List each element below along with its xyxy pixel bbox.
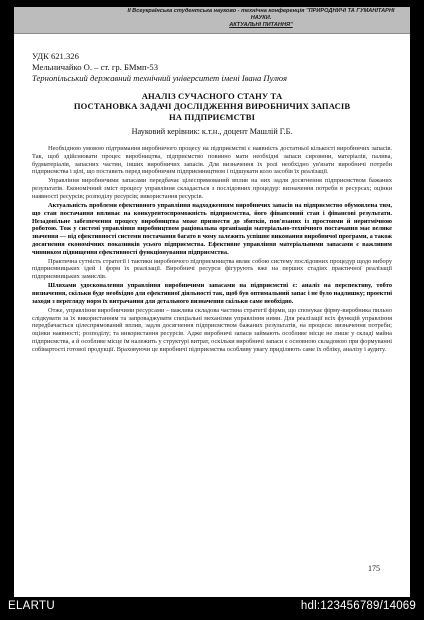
- author-line: Мельничайко О. – ст. гр. БМмп-53: [32, 62, 159, 72]
- university-line: Тернопільський державний технічний університет імені Івана Пулюя: [32, 73, 288, 83]
- scientific-supervisor: Науковий керівник: к.т.н., доцент Машлій Г.Б.: [131, 127, 293, 136]
- article-title: [32, 91, 392, 122]
- title-line-1: АНАЛІЗ СУЧАСНОГО СТАНУ ТА: [141, 91, 283, 101]
- paragraph-2: Управління виробничими запасами передбачає цілеспрямований вплив на них задля досягнення підприємством бажаних результатів. Економічний зміст процесу управління складається з послідовних процедур: визначення потреби в ресурсах; оцінки наявності ресурсів; розподілу ресурсів; використання ресурсів.: [32, 177, 392, 200]
- paragraph-6: Отже, управління виробничими ресурсами – важлива складова частина стратегії фірми, що спонукає фірму-виробника пильно слідкувати за їх використанням та запроваджувати спеціальні механізми управління ними. Для реалізації всіх функцій управління передбачається цілеспрямований вплив, задля досягнення підприємством бажаних результатів, на процеси: визначення потреби; оцінки наявності; розподілу; та використання ресурсів. Адже виробничі запаси займають особливе місце не лише у складі майна підприємства, а й особливе місце їм належить у структурі витрат, оскільки виробничі запаси є основною складовою при формуванні собівартості готової продукції. Враховуючи це виробничі підприємства особливу увагу приділяють саме їх обліку, аналізу і аудиту.: [32, 306, 392, 353]
- udc-code: УДК 621.326: [32, 51, 79, 61]
- title-line-2: ПОСТАНОВКА ЗАДАЧІ ДОСЛІДЖЕННЯ ВИРОБНИЧИХ ЗАПАСІВ: [73, 101, 351, 112]
- repository-name: ELARTU: [8, 600, 55, 612]
- paragraph-3: Актуальність проблеми ефективного управління надходженням виробничих запасів на підприємство обумовлена тим, що стан постачання впливає на конкурентоспроможність підприємства, його фінансовий стан і фінансові результати. Незадовільне забезпечення процесу виробництва може призвести до збитків, пов'язаних із простоями й неритмічною роботою. Тож у системі управління виробництвом раціональна організація матеріально-технічного постачання має велике значення — від ефективності системи постачання багато в чому залежить успішне виконання виробничої програми, а також досягнення економічних показників усього підприємства. Ефективне управління матеріальними запасами є важливим чинником підвищення ефективності функціонування підприємства.: [32, 202, 392, 256]
- conference-header-band: [14, 7, 410, 34]
- paragraph-4: Практична сутність стратегії і тактики виробничого підприємництва являє собою систему послідовних процедур щодо вибору підприємницьких ідей і форм їх реалізації. Виробничі ресурси фігурують вже на перших стадіях практичної реалізації підприємницьких замислів.: [32, 257, 392, 281]
- paragraph-1: Необхідною умовою підтримання виробничого процесу на підприємстві є наявність достатньої кількості виробничих запасів. Так, щоб здійснювати процес виробництва, підприємство повинно мати необхідні запаси сировини, матеріалів, палива, будматеріалів, запасних частин, інших виробничих запасів. Для визначення їх ролі необхідно ув'язати виробничі потреби підприємства і цілі, що поставить перед виробничим підприємництвом і підшукати коло засобів їх реалізації.: [32, 145, 392, 176]
- conference-header: [126, 8, 396, 29]
- document-page: [14, 7, 410, 597]
- article-body: [32, 145, 392, 355]
- title-line-3: НА ПІДПРИЄМСТВІ: [168, 111, 256, 122]
- handle-identifier: hdl:123456789/14069: [300, 600, 416, 612]
- conference-header-line1: ІІ Всеукраїнська студентська науково - технічна конференція "ПРИРОДНИЧІ ТА ГУМАНІТАРНІ НАУКИ.: [127, 8, 395, 21]
- page-number: 175: [368, 564, 380, 573]
- paragraph-5: Шляхами удосконалення управління виробничими запасами на підприємстві є: аналіз на перспективу, тобто визначення, скільки буде необхідно для ефективної діяльності так, щоб був оптимальний запас і не було надлишку; проектні заходи з перегляду норм їх витрачання для детального визначення скільки саме необхідно.: [32, 282, 392, 305]
- repository-footer: [0, 597, 424, 620]
- conference-header-line2: АКТУАЛЬНІ ПИТАННЯ": [229, 22, 293, 28]
